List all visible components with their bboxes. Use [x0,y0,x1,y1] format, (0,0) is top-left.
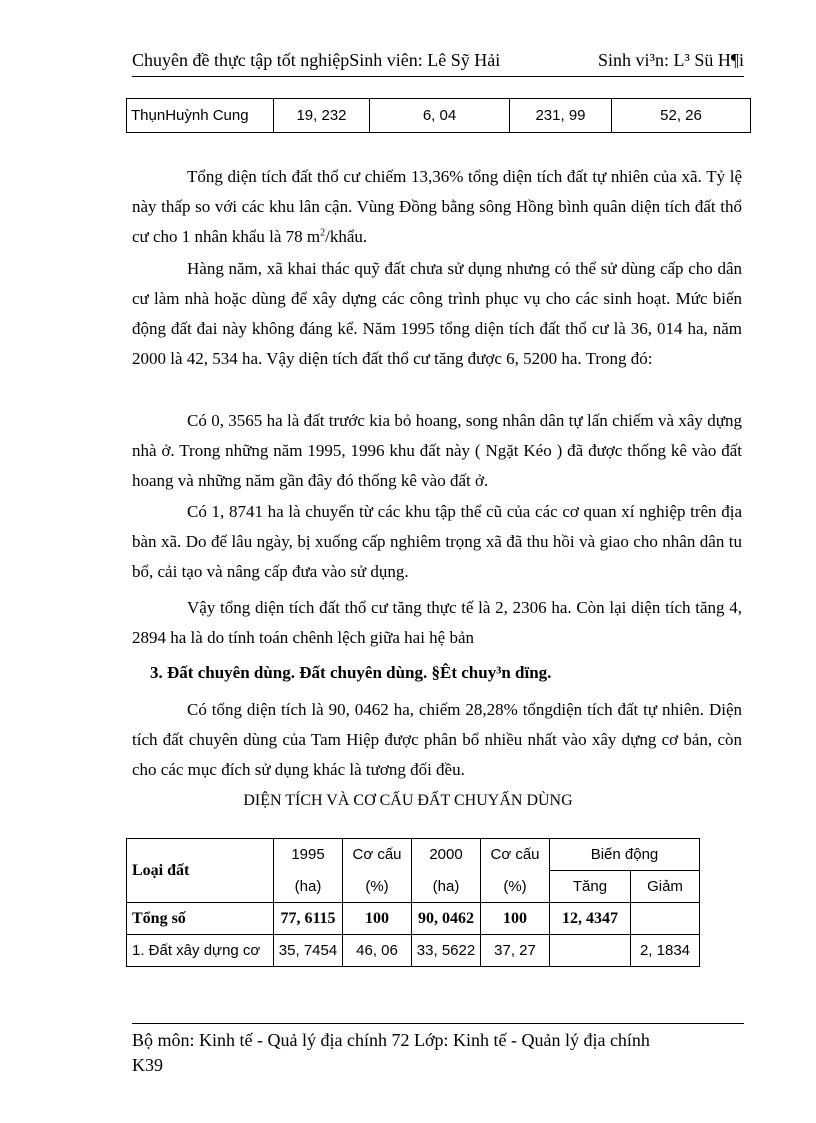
table-cell: 1. Đất xây dựng cơ [127,935,274,967]
header-right: Sinh vi³n: L³ Sü H¶i [598,50,744,70]
header-pct-1: (%) [343,871,412,903]
header-2000: 2000 [412,839,481,871]
table-row [127,903,700,935]
paragraph-1 [132,162,742,252]
header-co-cau-2: Cơ cấu [481,839,550,871]
header-loai-dat: Loại đất [127,839,274,903]
table-cell: 12, 4347 [550,903,631,935]
table-cell: 100 [481,903,550,935]
table-cell: 35, 7454 [274,935,343,967]
table-cell: 19, 232 [274,99,370,133]
header-pct-2: (%) [481,871,550,903]
table-cell [631,903,700,935]
table-cell: ThụnHuỳnh Cung [127,99,274,133]
table-cell: 2, 1834 [631,935,700,967]
table-cell: 52, 26 [612,99,751,133]
table-row [127,935,700,967]
table-cell: 231, 99 [510,99,612,133]
table-cell: 37, 27 [481,935,550,967]
header-1995: 1995 [274,839,343,871]
table-cell: 33, 5622 [412,935,481,967]
continued-table-row [126,98,751,133]
paragraph-3: Có 0, 3565 ha là đất trước kia bỏ hoang, song nhân dân tự lấn chiếm và xây dựng nhà ở. Trong những năm 1995, 1996 khu đất này ( Ngặt Kéo ) đã được thống kê vào đất hoang và những năm gần đây đó thống kê vào đất ở. [132,411,742,490]
header-co-cau-1: Cơ cấu [343,839,412,871]
paragraph-1-text: Tổng diện tích đất thổ cư chiếm 13,36% tổng diện tích đất tự nhiên của xã. Tỷ lệ này thấp so với các khu lân cận. Vùng Đồng bằng sông Hồng bình quân diện tích đất thổ cư cho 1 nhân khẩu là 78 m [132,167,742,246]
paragraph-4: Có 1, 8741 ha là chuyển từ các khu tập thể cũ của các cơ quan xí nghiệp trên địa bàn xã. Do để lâu ngày, bị xuống cấp nghiêm trọng xã đã thu hồi và giao cho nhân dân tu bổ, cải tạo và nâng cấp đưa vào sử dụng. [132,502,742,581]
table-header-row [127,839,700,871]
header-giam: Giảm [631,871,700,903]
header-tang: Tăng [550,871,631,903]
header-left: Chuyên đề thực tập tốt nghiệpSinh viên: Lê Sỹ Hải [132,50,501,70]
paragraph-1-unit: /khẩu. [325,227,368,246]
table-row [127,99,751,133]
superscript: 2 [320,227,326,239]
table-cell: 6, 04 [370,99,510,133]
header-ha-2: (ha) [412,871,481,903]
table-cell [550,935,631,967]
footer-line-1: Bộ môn: Kinh tế - Quả lý địa chính 72 Lớp: Kinh tế - Quản lý địa chính [132,1030,650,1050]
header-ha-1: (ha) [274,871,343,903]
table-cell: 77, 6115 [274,903,343,935]
page-footer [132,1023,744,1078]
table-cell: Tổng số [127,903,274,935]
table-cell: 46, 06 [343,935,412,967]
paragraph-2: Hàng năm, xã khai thác quỹ đất chưa sử dụng nhưng có thể sử dùng cấp cho dân cư làm nhà hoặc dùng để xây dựng các công trình phục vụ cho các sinh hoạt. Mức biến động đất đai này không đáng kể. Năm 1995 tổng diện tích đất thổ cư là 36, 014 ha, năm 2000 là 42, 534 ha. Vậy diện tích đất thổ cư tăng được 6, 5200 ha. Trong đó: [132,259,742,368]
footer-line-2: K39 [132,1055,163,1075]
table-title: DIỆN TÍCH VÀ CƠ CẤU ĐẤT CHUYẤN DÙNG [243,792,573,809]
table-cell: 90, 0462 [412,903,481,935]
paragraph-5: Vậy tổng diện tích đất thổ cư tăng thực tế là 2, 2306 ha. Còn lại diện tích tăng 4, 2894 ha là do tính toán chênh lệch giữa hai hệ bản [132,598,742,647]
paragraph-6: Có tổng diện tích là 90, 0462 ha, chiếm 28,28% tổngdiện tích đất tự nhiên. Diện tích đất chuyên dùng của Tam Hiệp được phân bổ nhiều nhất vào xây dựng cơ bản, còn cho các mục đích sử dụng khác là tương đối đều. [132,700,742,779]
table-cell: 100 [343,903,412,935]
land-use-table [126,838,700,967]
header-bien-dong: Biến động [550,839,700,871]
page-header [132,50,744,77]
section-heading: 3. Đất chuyên dùng. Đất chuyên dùng. §Êt chuy³n dïng. [150,663,552,682]
